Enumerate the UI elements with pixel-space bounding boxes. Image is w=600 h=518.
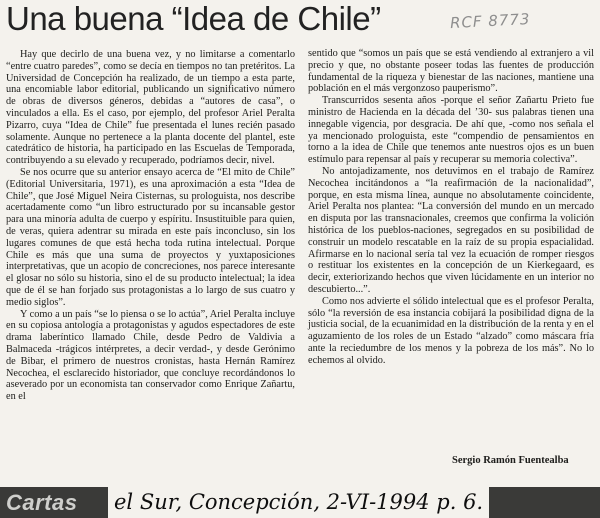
article-right-column [308, 48, 594, 367]
handwritten-source-note: el Sur, Concepción, 2-VI-1994 p. 6. [108, 487, 489, 518]
article-headline: Una buena “Idea de Chile” [6, 0, 381, 37]
article-left-column [6, 49, 295, 403]
section-label: Cartas [6, 490, 78, 515]
paragraph: Como nos advierte el sólido intelectual que es el profesor Peralta, sólo “la reversión de esa instancia cobijará la posibilidad digna de la justicia social, de la ecuanimidad en la distribución de la renta y en el aguzamiento de los roles de un Estado “alzado” como máscara fría ante la reciedumbre de los menos y la pobreza de los más”. No lo echemos al olvido. [308, 295, 594, 366]
archive-stamp: RCF 8773 [449, 9, 531, 33]
paragraph: Y como a un país “se lo piensa o se lo actúa”, Ariel Peralta incluye en su copiosa antología a protagonistas y agudos espectadores de este drama laberíntico llamado Chile, desde Pedro de Valdivia a Balmaceda -trágicos intérpretes, a decir verdad-, y desde Gerónimo de Bibar, el primero de nuestros cronistas, hasta Hernán Ramírez Necochea, el esclarecido historiador, que concluye recordándonos lo aseverado por un economista tan conservador como Enrique Zañartu, en el [6, 308, 295, 403]
paragraph: Hay que decirlo de una buena vez, y no limitarse a comentarlo “entre cuatro paredes”, como se decía en tiempos no tan pretéritos. La Universidad de Concepción ha realizado, de un tiempo a esta parte, una encomiable labor editorial, publicando un significativo número de obras de diversos géneros, debidas a “autores de casa”, o vinculados a ella. Es el caso, por ejemplo, del profesor Ariel Peralta Pizarro, cuya “Idea de Chile” fue presentada el lunes recién pasado solamente. Aunque no pertenece a la planta docente del plantel, este catedrático de historia, ha participado en las Escuelas de Temporada, contribuyendo a su elevado y recuperado, podríamos decir, nivel. [6, 49, 295, 167]
paragraph: Transcurridos sesenta años -porque el señor Zañartu Prieto fue ministro de Hacienda en la década del ’30- sus palabras tienen una innegable vigencia, por desgracia. De ahí que, -como nos señala el ya mencionado prologuista, este “compendio de pensamientos en torno a la idea de Chile que tenemos ante nuestros ojos es un buen estímulo para repensar al país y recuperar su memoria colectiva”. [308, 95, 594, 166]
paragraph: No antojadizamente, nos detuvimos en el trabajo de Ramírez Necochea incitándonos a “la reafirmación de la nacionalidad”, porque, en esta misma línea, aunque no absolutamente coincidente, Ariel Peralta nos plantea: “La conversión del mundo en un mercado en disputa por las transnacionales, creemos que confirma la volición histórica de los pueblos-naciones, segregados en su posibilidad de construir un modelo rescatable en la raíz de su propia espacialidad. Afirmarse en lo nacional sería tal vez la ecuación de romper riesgos o restituar los existentes en la concepción de un Kierkegaard, es decir, exteriorizando hechos que viven lúcidamente en un interior no descubierto...”. [308, 165, 594, 295]
paragraph: sentido que “somos un país que se está vendiendo al extranjero a vil precio y que, no obstante poseer todas las fuentes de producción fundamental de la riqueza y bienestar de las naciones, mantiene una población en el más vergonzoso pauperismo”. [308, 48, 594, 95]
author-signature: Sergio Ramón Fuentealba [452, 455, 569, 466]
paragraph: Se nos ocurre que su anterior ensayo acerca de “El mito de Chile” (Editorial Universitaria, 1971), es una aproximación a esta “Idea de Chile”, que José Miguel Neira Cisternas, su prologuista, nos describe acertadamente como “un libro estructurado por su incansable gestor para una minoría adulta de cuerpo y espíritu. Insustituible para quien, de veras, quiera adentrar su mirada en este país inconcluso, sin los lugares comunes de que está hecha toda rutina intelectual. Porque Chile es más que una suma de proyectos y yuxtaposiciones interpretativas, que un acopio de concreciones, nos parece interesante el glosar no sólo su historia, sino el de su producto intelectual; la idea que de él se han forjado sus protagonistas a lo largo de sus cuatro y medio siglos”. [6, 166, 295, 308]
